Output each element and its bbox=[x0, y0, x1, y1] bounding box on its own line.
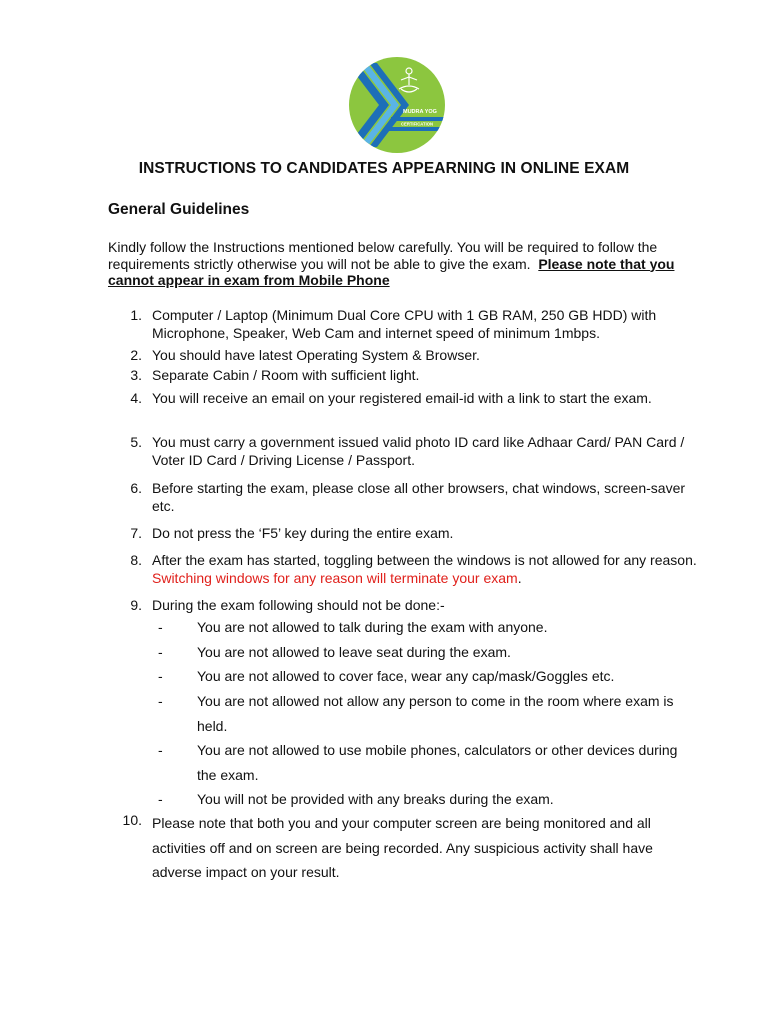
sub-text: You will not be provided with any breaks during the exam. bbox=[197, 791, 554, 807]
list-text: Computer / Laptop (Minimum Dual Core CPU with 1 GB RAM, 250 GB HDD) with Microphone, Speaker, Web Cam and internet speed of minimum 1mbps. bbox=[152, 307, 657, 341]
sub-text: You are not allowed to cover face, wear any cap/mask/Goggles etc. bbox=[197, 668, 615, 684]
list-number: 6. bbox=[130, 480, 142, 496]
sub-dash: - bbox=[158, 742, 163, 758]
sub-text: You are not allowed to talk during the exam with anyone. bbox=[197, 619, 548, 635]
list-number: 4. bbox=[130, 390, 142, 406]
list-text: During the exam following should not be done:- bbox=[152, 597, 445, 613]
list-number: 8. bbox=[130, 552, 142, 568]
list-number: 2. bbox=[130, 347, 142, 363]
sub-text: You are not allowed not allow any person to come in the room where exam is held. bbox=[197, 693, 674, 734]
mudra-yog-logo bbox=[347, 55, 447, 155]
item-8-text: After the exam has started, toggling between the windows is not allowed for any reason. bbox=[152, 552, 697, 568]
list-text: Do not press the ‘F5’ key during the entire exam. bbox=[152, 525, 454, 541]
sub-dash: - bbox=[158, 693, 163, 709]
intro-text: Kindly follow the Instructions mentioned below carefully. You will be required to follow the requirements strictly otherwise you will not be able to give the exam. bbox=[108, 239, 658, 272]
sub-dash: - bbox=[158, 644, 163, 660]
list-text: Before starting the exam, please close all other browsers, chat windows, screen-saver etc. bbox=[152, 480, 686, 514]
sub-text: You are not allowed to use mobile phones, calculators or other devices during the exam. bbox=[197, 742, 678, 783]
warning-text: Switching windows for any reason will terminate your exam bbox=[152, 570, 518, 586]
page-title: INSTRUCTIONS TO CANDIDATES APPEARNING IN ONLINE EXAM bbox=[138, 160, 630, 177]
list-text: You must carry a government issued valid photo ID card like Adhaar Card/ PAN Card / Voter ID Card / Driving License / Passport. bbox=[152, 434, 685, 468]
logo-text-line2: CERTIFICATION bbox=[401, 121, 434, 127]
list-text: Please note that both you and your computer screen are being monitored and all activities off and on screen are being recorded. Any suspicious activity shall have adverse impact on your result. bbox=[152, 815, 653, 880]
list-number: 10. bbox=[122, 812, 142, 828]
mobile-phone-note: Please note that you cannot appear in exam from Mobile Phone bbox=[108, 255, 675, 288]
sub-dash: - bbox=[158, 668, 163, 684]
list-number: 1. bbox=[130, 307, 142, 323]
sub-dash: - bbox=[158, 619, 163, 635]
list-number: 9. bbox=[130, 597, 142, 613]
logo-text-line1: MUDRA YOG bbox=[403, 109, 437, 115]
intro-paragraph bbox=[108, 239, 698, 289]
list-text: You will receive an email on your registered email-id with a link to start the exam. bbox=[152, 390, 652, 406]
list-number: 3. bbox=[130, 367, 142, 383]
list-number: 5. bbox=[130, 434, 142, 450]
sub-text: You are not allowed to leave seat during the exam. bbox=[197, 644, 511, 660]
sub-dash: - bbox=[158, 791, 163, 807]
section-heading: General Guidelines bbox=[108, 201, 250, 218]
item-8-end: . bbox=[517, 570, 522, 586]
list-text: You should have latest Operating System & Browser. bbox=[152, 347, 480, 363]
list-number: 7. bbox=[130, 525, 142, 541]
list-text: Separate Cabin / Room with sufficient light. bbox=[152, 367, 420, 383]
list-text bbox=[152, 551, 698, 587]
logo-icon bbox=[347, 55, 447, 155]
